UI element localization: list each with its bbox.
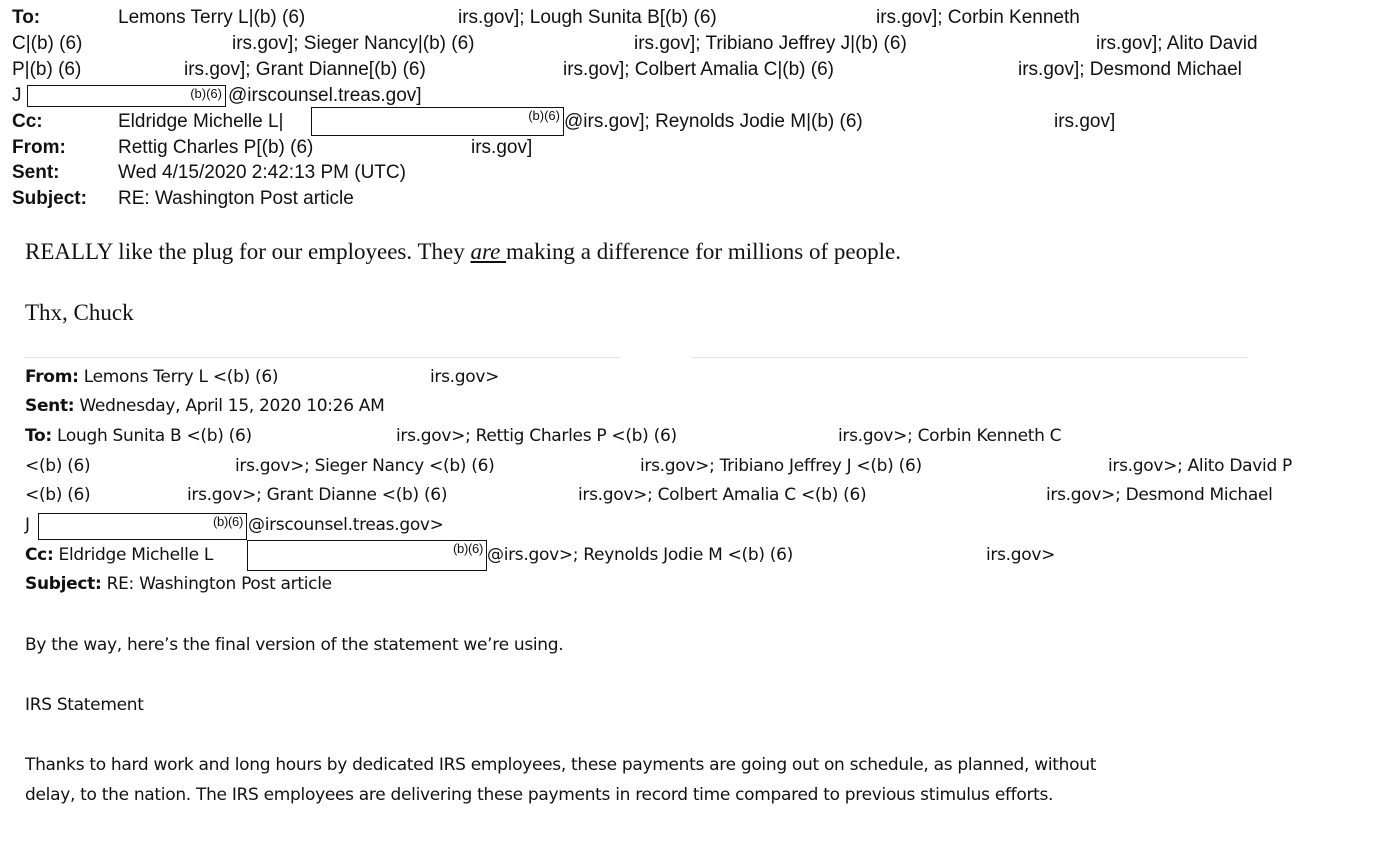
quoted-to: irs.gov>; Tribiano Jeffrey J <(b) (6) <box>640 456 922 476</box>
quoted-subject: Subject: RE: Washington Post article <box>25 574 332 594</box>
to-recipient: @irscounsel.treas.gov] <box>228 85 422 106</box>
quoted-to: irs.gov>; Rettig Charles P <(b) (6) <box>396 426 677 446</box>
quoted-to: To: Lough Sunita B <(b) (6) <box>25 426 252 446</box>
to-recipient: irs.gov]; Sieger Nancy|(b) (6) <box>232 33 475 54</box>
to-recipient: irs.gov]; Desmond Michael <box>1018 59 1242 80</box>
quoted-to: <(b) (6) <box>25 456 91 476</box>
from-sender: irs.gov] <box>471 137 533 158</box>
redaction-box: (b)(6) <box>27 85 226 107</box>
subject-label: Subject: <box>12 188 87 209</box>
quoted-paragraph: By the way, here’s the final version of the statement we’re using. <box>25 635 564 655</box>
quoted-to: irs.gov>; Alito David P <box>1108 456 1292 476</box>
quoted-paragraph: delay, to the nation. The IRS employees are delivering these payments in record time compared to previous stimulus efforts. <box>25 785 1054 805</box>
cc-recipient: irs.gov] <box>1054 111 1116 132</box>
quoted-cc: irs.gov> <box>986 545 1056 565</box>
quoted-cc: @irs.gov>; Reynolds Jodie M <(b) (6) <box>487 545 793 565</box>
subject-text: RE: Washington Post article <box>118 188 354 209</box>
quoted-paragraph: IRS Statement <box>25 695 144 715</box>
redaction-box: (b)(6) <box>247 540 487 571</box>
separator-line <box>25 357 621 358</box>
quoted-from: From: Lemons Terry L <(b) (6) <box>25 367 279 387</box>
quoted-to: irs.gov>; Colbert Amalia C <(b) (6) <box>578 485 867 505</box>
cc-recipient: @irs.gov]; Reynolds Jodie M|(b) (6) <box>564 111 863 132</box>
cc-label: Cc: <box>12 111 43 132</box>
to-recipient: irs.gov]; Grant Dianne[(b) (6) <box>184 59 426 80</box>
quoted-sent: Sent: Wednesday, April 15, 2020 10:26 AM <box>25 396 385 416</box>
to-recipient: C|(b) (6) <box>12 33 83 54</box>
quoted-to: irs.gov>; Corbin Kenneth C <box>838 426 1062 446</box>
to-recipient: J <box>12 85 22 106</box>
to-recipient: Lemons Terry L|(b) (6) <box>118 7 306 28</box>
from-label: From: <box>12 137 66 158</box>
redaction-box: (b)(6) <box>38 513 247 540</box>
quoted-to: @irscounsel.treas.gov> <box>248 515 444 535</box>
quoted-cc: Cc: Eldridge Michelle L <box>25 545 214 565</box>
cc-recipient: Eldridge Michelle L| <box>118 111 284 132</box>
quoted-to: <(b) (6) <box>25 485 91 505</box>
quoted-from: irs.gov> <box>430 367 500 387</box>
to-label: To: <box>12 7 41 28</box>
sent-date: Wed 4/15/2020 2:42:13 PM (UTC) <box>118 162 406 183</box>
quoted-paragraph: Thanks to hard work and long hours by dedicated IRS employees, these payments are going out on schedule, as planned, without <box>25 755 1097 775</box>
to-recipient: irs.gov]; Corbin Kenneth <box>876 7 1080 28</box>
to-recipient: irs.gov]; Colbert Amalia C|(b) (6) <box>563 59 835 80</box>
separator-line <box>692 357 1248 358</box>
redaction-box: (b)(6) <box>311 107 564 136</box>
to-recipient: irs.gov]; Lough Sunita B[(b) (6) <box>458 7 717 28</box>
sent-label: Sent: <box>12 162 60 183</box>
to-recipient: irs.gov]; Tribiano Jeffrey J|(b) (6) <box>634 33 907 54</box>
to-recipient: irs.gov]; Alito David <box>1096 33 1258 54</box>
signoff: Thx, Chuck <box>25 300 134 325</box>
quoted-to: irs.gov>; Sieger Nancy <(b) (6) <box>235 456 495 476</box>
body-line: REALLY like the plug for our employees. They are making a difference for millions of people. <box>25 239 901 264</box>
quoted-to: J <box>25 515 30 535</box>
to-recipient: P|(b) (6) <box>12 59 82 80</box>
quoted-to: irs.gov>; Grant Dianne <(b) (6) <box>187 485 448 505</box>
emphasis-text: are <box>470 239 507 264</box>
quoted-to: irs.gov>; Desmond Michael <box>1046 485 1273 505</box>
from-sender: Rettig Charles P[(b) (6) <box>118 137 314 158</box>
